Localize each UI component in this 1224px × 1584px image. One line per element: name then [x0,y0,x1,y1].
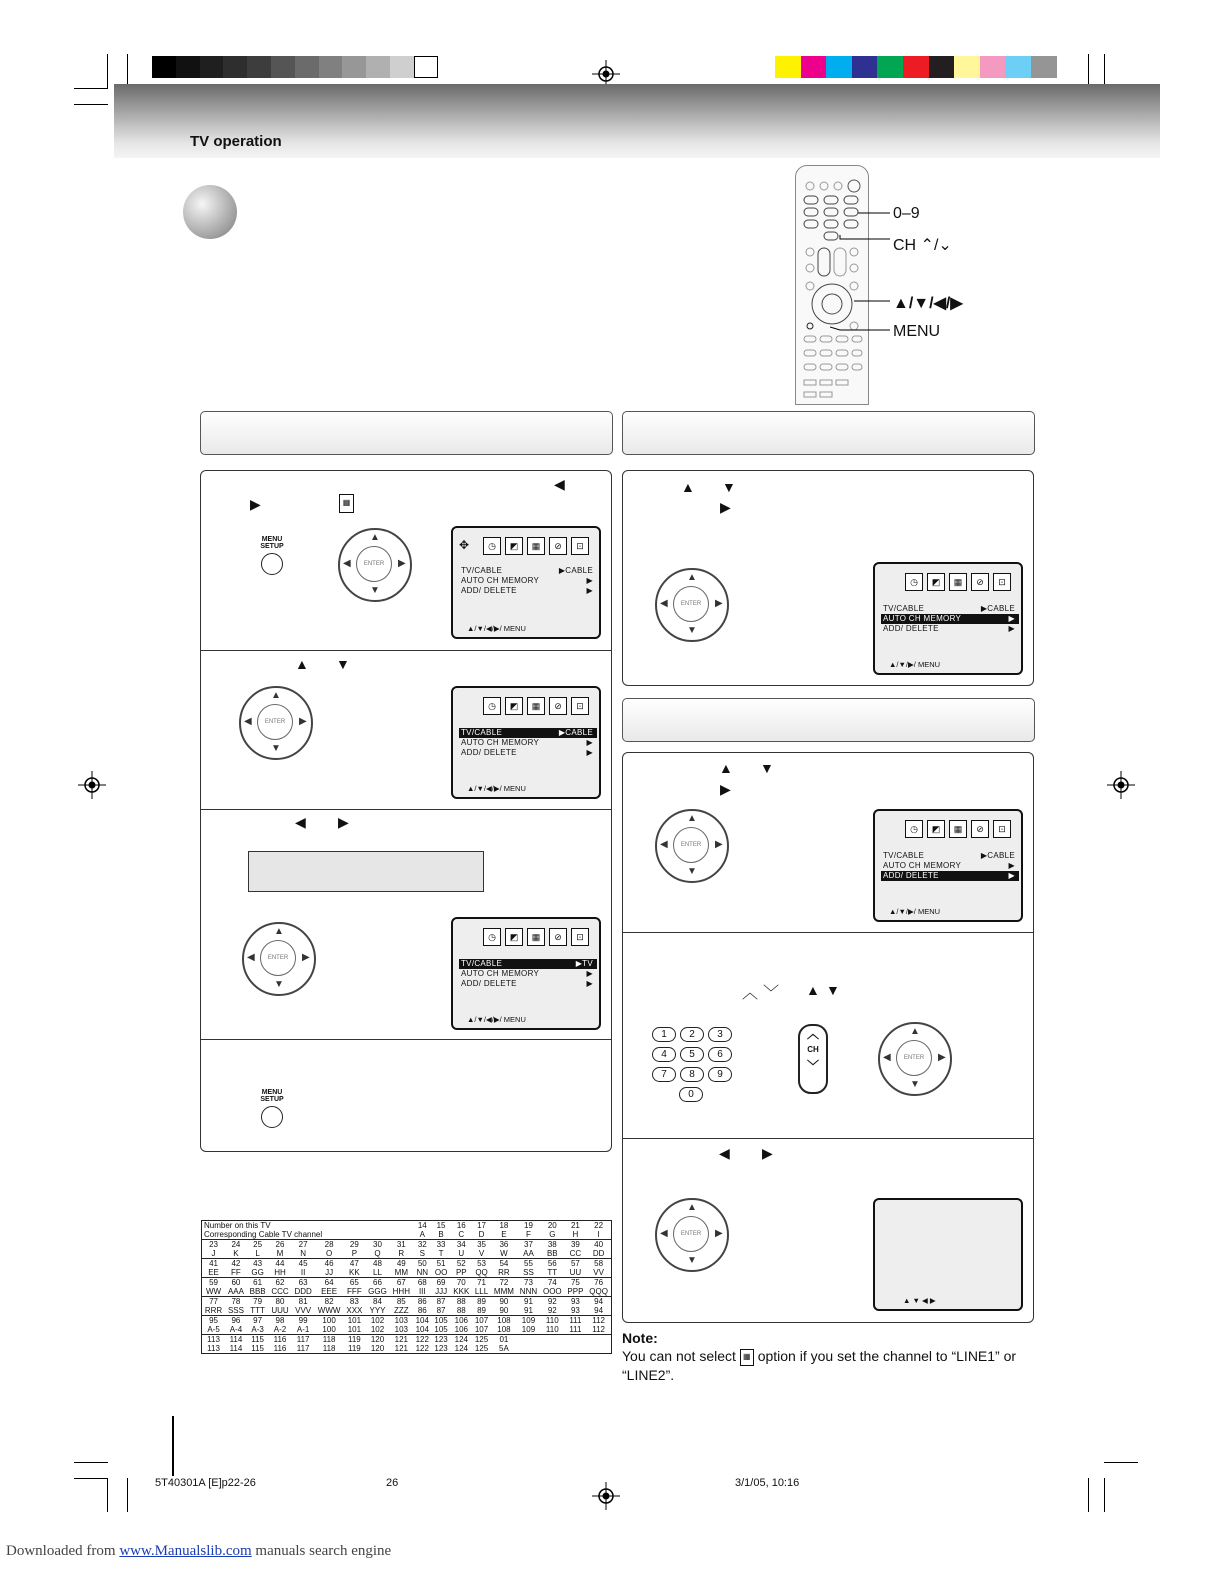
key-7[interactable]: 7 [652,1067,676,1082]
manualslib-link[interactable]: www.Manualslib.com [119,1543,252,1559]
crop-mark [107,54,108,88]
table-cell: 15 B [436,1221,446,1239]
osd-menu-icons: ◷ ◩ ▦ ⊘ ⊡ [905,819,1015,838]
table-cell: 34 U [456,1240,466,1258]
left-arrow-icon: ◀ [554,476,565,492]
color-swatch [903,56,929,78]
table-cell: 22 I [594,1221,604,1239]
ch-down-icon: ﹀ [763,985,780,1002]
osd-menu-icons: ◷ ◩ ▦ ⊘ ⊡ [905,572,1015,591]
table-cell: 20 G [547,1221,557,1239]
table-cell: 114 114 [229,1335,243,1353]
step-divider [200,650,611,651]
table-cell: 66 GGG [368,1278,387,1296]
left-arrow-icon: ◀ [295,814,306,830]
table-cell: 39 CC [569,1240,582,1258]
osd-footer: ▲/▼/▶/ MENU [889,660,941,669]
key-0[interactable]: 0 [679,1087,703,1102]
download-line: Downloaded from www.Manualslib.com manuals search engine [6,1543,392,1559]
table-cell: 89 89 [477,1297,486,1315]
right-arrow-icon: ▶ [338,814,349,830]
label-digits: 0–9 [893,205,920,222]
key-5[interactable]: 5 [680,1047,704,1062]
table-cell: 01 5A [499,1335,509,1353]
enter-button[interactable]: ENTER [673,586,709,622]
osd-footer: ▲/▼/◀/▶/ MENU [467,1015,526,1024]
gray-swatch [319,56,343,78]
label-arrows: ▲/▼/◀/▶ [893,295,963,312]
crop-mark [172,1416,174,1476]
up-arrow-icon: ▲ [719,760,733,776]
osd-row-tvcable: TV/CABLE ▶CABLE [883,604,1015,613]
table-cell: 55 SS [523,1259,534,1277]
table-cell: 99 A-1 [296,1316,310,1334]
table-cell: 29 P [349,1240,359,1258]
osd-row-add: ADD/ DELETE ▶ [881,871,1019,881]
gray-swatch [366,56,390,78]
osd-footer: ▲/▼/◀/▶/ MENU [467,624,526,633]
table-cell: 71 LLL [474,1278,489,1296]
osd-row-auto: AUTO CH MEMORY ▶ [881,614,1019,624]
table-row [202,1240,611,1259]
gray-swatch [295,56,319,78]
down-arrow-icon: ▼ [336,656,350,672]
crop-mark [74,1478,108,1479]
table-cell: 70 KKK [453,1278,470,1296]
gray-swatch [176,56,200,78]
table-cell: 84 YYY [369,1297,386,1315]
table-cell: 101 101 [347,1316,362,1334]
table-cell: 47 KK [349,1259,360,1277]
table-cell: 52 PP [455,1259,467,1277]
enter-button[interactable]: ENTER [673,827,709,863]
table-cell: 57 UU [569,1259,582,1277]
enter-dpad[interactable]: ▲ ▼ ◀ ▶ ENTER [242,922,316,996]
table-cell: 53 QQ [475,1259,488,1277]
crop-mark [1088,1478,1089,1512]
osd-menu-icons: ◷ ◩ ▦ ⊘ ⊡ [483,696,593,715]
color-swatch [852,56,878,78]
osd-row-add: ADD/ DELETE ▶ [461,748,593,757]
table-cell: 87 87 [436,1297,446,1315]
up-arrow-icon: ▲ [806,982,820,998]
table-cell: 38 BB [546,1240,558,1258]
table-cell: 51 OO [434,1259,448,1277]
table-cell: 44 HH [274,1259,286,1277]
table-cell: 111 111 [569,1316,582,1334]
table-cell: 64 EEE [321,1278,338,1296]
key-9[interactable]: 9 [708,1067,732,1082]
table-cell: 72 MMM [493,1278,514,1296]
osd-row-add: ADD/ DELETE ▶ [883,624,1015,633]
key-2[interactable]: 2 [680,1027,704,1042]
note-text: You can not select ▦ option if you set the channel to “LINE1” or “LINE2”. [622,1348,1017,1383]
osd-row-auto: AUTO CH MEMORY ▶ [883,861,1015,870]
note-title: Note: [622,1330,658,1346]
table-cell: 82 WWW [317,1297,341,1315]
table-cell: 119 119 [348,1335,361,1353]
color-swatch [826,56,852,78]
table-cell: 78 SSS [227,1297,244,1315]
table-cell: 60 AAA [227,1278,244,1296]
table-cell: 30 Q [373,1240,382,1258]
table-cell: 88 88 [456,1297,466,1315]
table-cell: 108 108 [497,1316,511,1334]
table-cell: 104 104 [415,1316,429,1334]
enter-dpad[interactable]: ▲ ▼ ◀ ▶ ENTER [338,528,412,602]
osd-screen-1 [451,526,601,639]
crop-mark [1104,1478,1105,1512]
bullet-circle [183,185,237,239]
table-cell: 100 100 [322,1316,336,1334]
table-cell: 48 LL [373,1259,382,1277]
table-cell: 123 123 [434,1335,448,1353]
osd-menu-icons: ◷ ◩ ▦ ⊘ ⊡ [483,536,593,555]
enter-dpad[interactable]: ▲ ▼ ◀ ▶ ENTER [878,1022,952,1096]
table-cell: 59 WW [206,1278,222,1296]
down-arrow-icon: ▼ [760,760,774,776]
ch-up-icon: ︿ [742,985,759,1002]
menu-setup-button[interactable]: MENU SETUP [258,536,286,575]
gray-swatch [200,56,224,78]
table-cell: 98 A-2 [273,1316,287,1334]
osd-screen-4 [873,562,1023,675]
gray-swatch [390,56,414,78]
right-arrow-icon: ▶ [720,499,731,515]
table-cell: 79 TTT [250,1297,265,1315]
table-row [202,1335,611,1354]
osd-screen-3 [451,917,601,1030]
table-cell: 63 DDD [294,1278,312,1296]
table-cell: 77 RRR [204,1297,223,1315]
table-cell: 69 JJJ [435,1278,448,1296]
step-divider [200,809,611,810]
enter-button[interactable]: ENTER [257,704,293,740]
table-cell: 33 T [436,1240,446,1258]
crop-mark [107,1478,108,1512]
color-swatch [1031,56,1057,78]
table-header: Number on this TV Corresponding Cable TV channel [204,1221,323,1239]
enter-dpad[interactable]: ▲ ▼ ◀ ▶ ENTER [239,686,313,760]
channel-table [201,1220,612,1354]
crop-mark [1104,54,1105,88]
table-cell: 74 OOO [542,1278,562,1296]
osd-footer: ▲ ▼ ◀ ▶ [903,1296,936,1305]
osd-footer: ▲/▼/▶/ MENU [889,907,941,916]
table-cell: 24 K [231,1240,241,1258]
table-cell: 54 RR [498,1259,510,1277]
table-cell: 75 PPP [567,1278,584,1296]
table-cell: 21 H [570,1221,580,1239]
osd-row-tvcable: TV/CABLE ▶TV [459,959,597,969]
table-cell [517,1335,540,1354]
remote-callout-lines [830,205,895,340]
table-cell: 90 90 [499,1297,509,1315]
osd-menu-icons: ◷ ◩ ▦ ⊘ ⊡ [483,927,593,946]
table-cell: 49 MM [394,1259,408,1277]
menu-setup-button[interactable]: MENU SETUP [258,1089,286,1128]
table-cell: 73 NNN [519,1278,538,1296]
table-cell: 16 C [456,1221,466,1239]
table-cell: 76 QQQ [589,1278,608,1296]
osd-row-add: ADD/ DELETE ▶ [461,586,593,595]
setup-icon: ▦ [740,1349,754,1366]
table-cell: 18 E [499,1221,509,1239]
gray-swatch [152,56,176,78]
enter-dpad[interactable]: ▲ ▼ ◀ ▶ ENTER [655,809,729,883]
table-cell: 124 124 [454,1335,468,1353]
table-cell: 85 ZZZ [393,1297,409,1315]
table-cell: 35 V [477,1240,486,1258]
osd-row-auto: AUTO CH MEMORY ▶ [461,738,593,747]
table-cell: 80 UUU [271,1297,289,1315]
gray-swatch [342,56,366,78]
table-row [202,1297,611,1316]
color-swatch [775,56,801,78]
table-cell: 61 BBB [249,1278,266,1296]
table-cell: 40 DD [592,1240,605,1258]
key-3[interactable]: 3 [708,1027,732,1042]
table-cell: 19 F [524,1221,533,1239]
table-cell: 110 110 [545,1316,559,1334]
up-arrow-icon: ▲ [681,479,695,495]
color-swatch [801,56,827,78]
table-cell [565,1335,587,1354]
color-swatch [929,56,955,78]
osd-footer: ▲/▼/◀/▶/ MENU [467,784,526,793]
table-cell: 27 N [298,1240,308,1258]
key-1[interactable]: 1 [652,1027,676,1042]
table-cell: 105 105 [434,1316,448,1334]
table-cell: 125 125 [474,1335,489,1353]
table-cell: 122 122 [415,1335,429,1353]
table-cell: 93 93 [570,1297,580,1315]
table-cell: 91 91 [524,1297,533,1315]
table-cell: 36 W [499,1240,509,1258]
table-cell: 95 A-5 [207,1316,220,1334]
table-cell: 42 FF [231,1259,241,1277]
step-divider [200,1039,611,1040]
table-cell: 68 III [417,1278,427,1296]
table-cell: 46 JJ [324,1259,334,1277]
table-cell: 113 113 [207,1335,220,1353]
enter-dpad[interactable]: ▲ ▼ ◀ ▶ ENTER [655,1198,729,1272]
option-table-box [248,851,484,892]
color-swatch [877,56,903,78]
table-cell: 65 FFF [347,1278,362,1296]
table-cell: 121 121 [394,1335,408,1353]
table-cell: 67 HHH [392,1278,410,1296]
table-cell: 103 103 [394,1316,408,1334]
table-cell: 102 102 [370,1316,385,1334]
enter-button[interactable]: ENTER [673,1216,709,1252]
osd-row-add: ADD/ DELETE ▶ [461,979,593,988]
gray-swatch [414,56,438,78]
table-cell: 32 S [417,1240,427,1258]
table-cell: 58 VV [593,1259,604,1277]
table-cell: 86 86 [417,1297,427,1315]
step-divider [622,932,1033,933]
osd-row-tvcable: TV/CABLE ▶CABLE [461,566,593,575]
footer-code: 5T40301A [E]p22-26 [155,1477,256,1489]
table-cell: 62 CCC [271,1278,289,1296]
table-row [202,1259,611,1278]
gray-swatch [223,56,247,78]
up-arrow-icon: ▲ [295,656,309,672]
registration-mark-icon [1107,771,1135,804]
osd-row-auto: AUTO CH MEMORY ▶ [461,576,593,585]
osd-screen-6 [873,1198,1023,1311]
table-cell: 109 109 [521,1316,536,1334]
table-cell: 106 106 [454,1316,468,1334]
crop-mark [1104,1462,1138,1463]
crop-mark [127,54,128,88]
color-swatch [1005,56,1031,78]
setup-icon: ▦ [339,494,354,513]
table-cell: 23 J [209,1240,218,1258]
table-cell: 45 II [298,1259,308,1277]
ch-rocker-button[interactable]: ︿ CH ﹀ [798,1024,828,1094]
osd-row-tvcable: TV/CABLE ▶CABLE [883,851,1015,860]
table-cell: 81 VVV [295,1297,312,1315]
label-menu: MENU [893,323,941,340]
footer-page: 26 [386,1477,399,1489]
gray-swatch [271,56,295,78]
osd-row-auto: AUTO CH MEMORY ▶ [461,969,593,978]
osd-row-tvcable: TV/CABLE ▶CABLE [459,728,597,738]
table-cell: 120 120 [370,1335,385,1353]
enter-dpad[interactable]: ▲ ▼ ◀ ▶ ENTER [655,568,729,642]
section-title: TV operation [190,133,282,150]
footer-date: 3/1/05, 10:16 [735,1477,800,1489]
left-title-box [200,411,613,455]
table-row [202,1316,611,1335]
table-cell: 50 NN [416,1259,429,1277]
left-arrow-icon: ◀ [719,1145,730,1161]
registration-mark-icon [592,1482,620,1515]
key-6[interactable]: 6 [708,1047,732,1062]
table-cell: 17 D [477,1221,486,1239]
table-cell: 56 TT [547,1259,558,1277]
osd-screen-2 [451,686,601,799]
gray-swatch [247,56,271,78]
table-cell: 115 115 [251,1335,264,1353]
table-cell: 41 EE [208,1259,219,1277]
table-cell: 118 118 [322,1335,336,1353]
table-row [202,1278,611,1297]
crop-mark [127,1478,128,1512]
crop-mark [74,104,108,105]
table-cell: 94 94 [594,1297,604,1315]
label-ch: CH ⌃/⌄ [893,237,952,254]
step-divider [622,1138,1033,1139]
crop-mark [74,1462,108,1463]
table-cell: 107 107 [474,1316,489,1334]
color-swatch [954,56,980,78]
right-title-box-middle [622,698,1035,742]
crop-mark [74,88,108,89]
right-arrow-icon: ▶ [250,496,261,512]
color-swatch [980,56,1006,78]
right-arrow-icon: ▶ [762,1145,773,1161]
table-cell: 97 A-3 [251,1316,264,1334]
table-cell: 43 GG [251,1259,264,1277]
table-cell: 92 92 [547,1297,557,1315]
enter-button[interactable]: ENTER [260,940,296,976]
table-cell: 14 A [417,1221,427,1239]
table-cell: 31 R [396,1240,406,1258]
table-cell: 83 XXX [346,1297,363,1315]
table-cell: 96 A-4 [229,1316,243,1334]
table-cell: 112 112 [592,1316,605,1334]
table-cell: 25 L [253,1240,263,1258]
move-icon: ✥ [459,538,470,552]
enter-button[interactable]: ENTER [896,1040,932,1076]
table-cell: 37 AA [523,1240,534,1258]
table-cell: 116 116 [273,1335,287,1353]
down-arrow-icon: ▼ [826,982,840,998]
table-cell: 117 117 [296,1335,310,1353]
registration-mark-icon [78,771,106,804]
number-keypad [652,1024,736,1104]
table-cell: 28 O [324,1240,334,1258]
table-cell: 26 M [275,1240,285,1258]
table-cell [586,1335,611,1354]
down-arrow-icon: ▼ [722,479,736,495]
osd-screen-5 [873,809,1023,922]
crop-mark [1088,54,1089,88]
key-8[interactable]: 8 [680,1067,704,1082]
table-cell [540,1335,565,1354]
key-4[interactable]: 4 [652,1047,676,1062]
right-arrow-icon: ▶ [720,781,731,797]
right-title-box-top [622,411,1035,455]
enter-button[interactable]: ENTER [356,546,392,582]
